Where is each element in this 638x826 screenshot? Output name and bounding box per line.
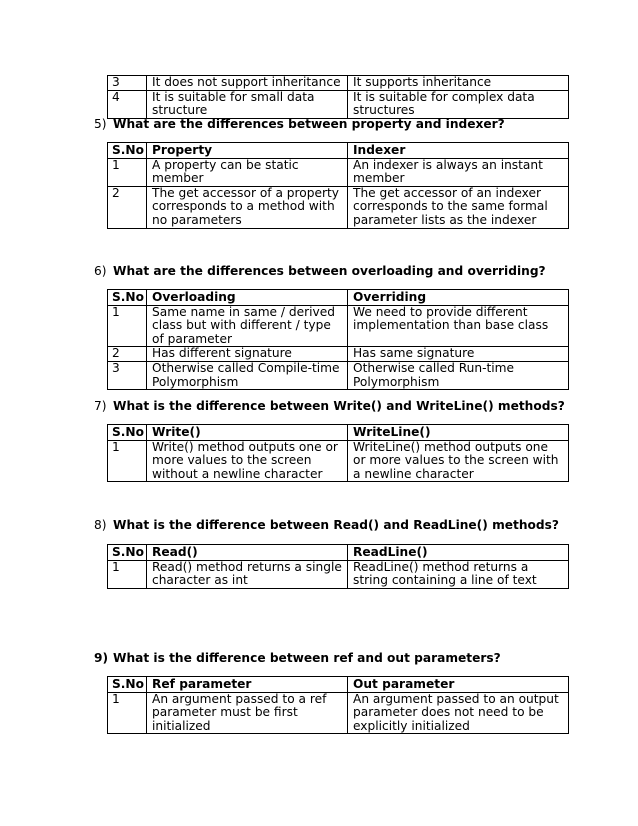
- table-cell: Write() method outputs one or more values to the screen without a newline character: [147, 440, 348, 482]
- table-row: [108, 692, 569, 734]
- table-header-row: [108, 143, 569, 159]
- table-row: [108, 347, 569, 362]
- header-col-1: Write(): [147, 425, 348, 441]
- header-sno: S.No: [108, 425, 147, 441]
- table-header-row: [108, 545, 569, 561]
- question-9: [94, 651, 501, 665]
- question-number: 8): [94, 518, 107, 532]
- question-number: 5): [94, 117, 107, 131]
- sno-cell: 1: [108, 440, 147, 482]
- header-col-1: Property: [147, 143, 348, 159]
- table-cell: The get accessor of a property corresponds to a method with no parameters: [147, 186, 348, 228]
- table-continued: [107, 75, 569, 119]
- question-text: What are the differences between overloading and overriding?: [113, 264, 546, 278]
- table-cell: A property can be static member: [147, 158, 348, 186]
- sno-cell: 1: [108, 158, 147, 186]
- table-cell: Has same signature: [348, 347, 569, 362]
- header-sno: S.No: [108, 290, 147, 306]
- table-row: [108, 440, 569, 482]
- header-col-2: ReadLine(): [348, 545, 569, 561]
- table-cell: Has different signature: [147, 347, 348, 362]
- sno-cell: 2: [108, 347, 147, 362]
- question-5: [94, 117, 505, 131]
- table-read-readline: [107, 544, 569, 589]
- table-property-indexer: [107, 142, 569, 229]
- header-sno: S.No: [108, 545, 147, 561]
- table-ref-out: [107, 676, 569, 734]
- question-number: 6): [94, 264, 107, 278]
- header-col-1: Overloading: [147, 290, 348, 306]
- table-cell: Otherwise called Run-time Polymorphism: [348, 361, 569, 389]
- sno-cell: 3: [108, 361, 147, 389]
- table-overloading-overriding: [107, 289, 569, 390]
- header-col-2: Out parameter: [348, 677, 569, 693]
- question-number: 9): [94, 651, 109, 665]
- question-text: What are the differences between property and indexer?: [113, 117, 505, 131]
- table-cell: We need to provide different implementation than base class: [348, 305, 569, 347]
- table-row: [108, 186, 569, 228]
- table-header-row: [108, 290, 569, 306]
- table-row: [108, 90, 569, 118]
- sno-cell: 3: [108, 76, 147, 91]
- sno-cell: 2: [108, 186, 147, 228]
- sno-cell: 1: [108, 560, 147, 588]
- table-header-row: [108, 677, 569, 693]
- table-row: [108, 76, 569, 91]
- table-row: [108, 361, 569, 389]
- table-cell: It is suitable for complex data structures: [348, 90, 569, 118]
- question-number: 7): [94, 399, 107, 413]
- question-7: [94, 399, 565, 413]
- question-text: What is the difference between Read() and ReadLine() methods?: [113, 518, 559, 532]
- header-sno: S.No: [108, 143, 147, 159]
- sno-cell: 1: [108, 305, 147, 347]
- header-col-2: Overriding: [348, 290, 569, 306]
- table-cell: Same name in same / derived class but with different / type of parameter: [147, 305, 348, 347]
- question-6: [94, 264, 546, 278]
- table-cell: It does not support inheritance: [147, 76, 348, 91]
- table-cell: An argument passed to an output parameter does not need to be explicitly initialized: [348, 692, 569, 734]
- header-col-2: Indexer: [348, 143, 569, 159]
- table-cell: WriteLine() method outputs one or more values to the screen with a newline character: [348, 440, 569, 482]
- header-col-2: WriteLine(): [348, 425, 569, 441]
- table-cell: It is suitable for small data structure: [147, 90, 348, 118]
- table-cell: The get accessor of an indexer corresponds to the same formal parameter lists as the indexer: [348, 186, 569, 228]
- question-text: What is the difference between ref and out parameters?: [113, 651, 501, 665]
- question-8: [94, 518, 559, 532]
- table-cell: It supports inheritance: [348, 76, 569, 91]
- header-col-1: Ref parameter: [147, 677, 348, 693]
- table-cell: ReadLine() method returns a string containing a line of text: [348, 560, 569, 588]
- sno-cell: 1: [108, 692, 147, 734]
- table-cell: Otherwise called Compile-time Polymorphism: [147, 361, 348, 389]
- table-cell: An argument passed to a ref parameter must be first initialized: [147, 692, 348, 734]
- table-cell: An indexer is always an instant member: [348, 158, 569, 186]
- header-sno: S.No: [108, 677, 147, 693]
- table-header-row: [108, 425, 569, 441]
- header-col-1: Read(): [147, 545, 348, 561]
- table-row: [108, 305, 569, 347]
- table-cell: Read() method returns a single character as int: [147, 560, 348, 588]
- table-write-writeline: [107, 424, 569, 482]
- sno-cell: 4: [108, 90, 147, 118]
- table-row: [108, 158, 569, 186]
- question-text: What is the difference between Write() and WriteLine() methods?: [113, 399, 565, 413]
- table-row: [108, 560, 569, 588]
